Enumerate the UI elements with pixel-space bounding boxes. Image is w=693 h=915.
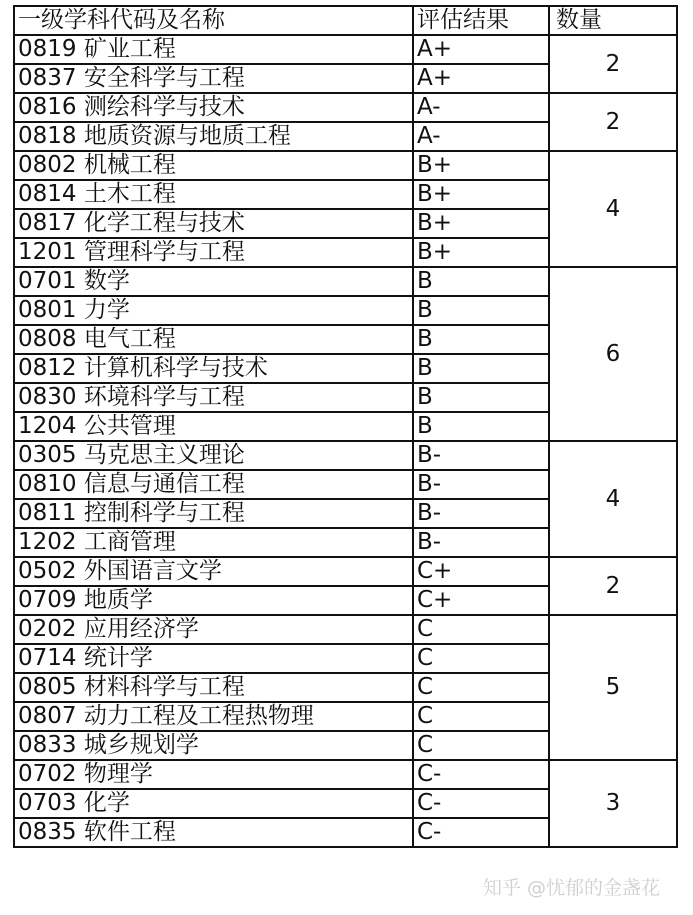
table-row <box>14 151 677 180</box>
discipline-name-cell: 0814 土木工程 <box>14 180 413 209</box>
header-evaluation-result: 评估结果 <box>413 6 549 35</box>
discipline-name-cell: 0830 环境科学与工程 <box>14 383 413 412</box>
table-row <box>14 441 677 470</box>
evaluation-result-cell: C <box>413 615 549 644</box>
evaluation-result-cell: B+ <box>413 151 549 180</box>
discipline-name-cell: 0812 计算机科学与技术 <box>14 354 413 383</box>
group-count-cell: 2 <box>549 35 677 93</box>
group-count-cell: 4 <box>549 151 677 267</box>
evaluation-result-cell: C- <box>413 818 549 847</box>
evaluation-result-cell: C- <box>413 789 549 818</box>
evaluation-result-cell: B <box>413 325 549 354</box>
group-count-cell: 6 <box>549 267 677 441</box>
evaluation-result-cell: B <box>413 412 549 441</box>
evaluation-result-cell: B+ <box>413 238 549 267</box>
discipline-name-cell: 0833 城乡规划学 <box>14 731 413 760</box>
watermark: 知乎 @忧郁的金盏花 <box>483 877 661 899</box>
header-row <box>14 6 677 35</box>
table-row <box>14 760 677 789</box>
discipline-name-cell: 0202 应用经济学 <box>14 615 413 644</box>
discipline-name-cell: 0702 物理学 <box>14 760 413 789</box>
evaluation-result-cell: A+ <box>413 64 549 93</box>
evaluation-result-cell: A+ <box>413 35 549 64</box>
table-row <box>14 267 677 296</box>
group-count-cell: 4 <box>549 441 677 557</box>
discipline-name-cell: 0808 电气工程 <box>14 325 413 354</box>
evaluation-result-cell: C+ <box>413 586 549 615</box>
discipline-name-cell: 0818 地质资源与地质工程 <box>14 122 413 151</box>
discipline-name-cell: 0701 数学 <box>14 267 413 296</box>
group-count-cell: 2 <box>549 93 677 151</box>
discipline-name-cell: 0709 地质学 <box>14 586 413 615</box>
discipline-name-cell: 0703 化学 <box>14 789 413 818</box>
discipline-name-cell: 1201 管理科学与工程 <box>14 238 413 267</box>
evaluation-result-cell: B- <box>413 470 549 499</box>
discipline-name-cell: 0802 机械工程 <box>14 151 413 180</box>
header-count: 数量 <box>549 6 677 35</box>
evaluation-result-cell: A- <box>413 122 549 151</box>
evaluation-result-cell: C <box>413 702 549 731</box>
evaluation-result-cell: B+ <box>413 180 549 209</box>
evaluation-result-cell: B- <box>413 441 549 470</box>
evaluation-result-cell: C+ <box>413 557 549 586</box>
discipline-name-cell: 0807 动力工程及工程热物理 <box>14 702 413 731</box>
evaluation-result-cell: B <box>413 383 549 412</box>
discipline-name-cell: 0714 统计学 <box>14 644 413 673</box>
evaluation-result-cell: A- <box>413 93 549 122</box>
evaluation-result-cell: C <box>413 673 549 702</box>
group-count-cell: 5 <box>549 615 677 760</box>
evaluation-result-cell: C- <box>413 760 549 789</box>
evaluation-result-cell: B+ <box>413 209 549 238</box>
table-body <box>14 35 677 847</box>
discipline-name-cell: 0810 信息与通信工程 <box>14 470 413 499</box>
group-count-cell: 3 <box>549 760 677 847</box>
evaluation-result-cell: B- <box>413 528 549 557</box>
table-row <box>14 35 677 64</box>
discipline-name-cell: 0305 马克思主义理论 <box>14 441 413 470</box>
discipline-name-cell: 0801 力学 <box>14 296 413 325</box>
evaluation-result-cell: B <box>413 354 549 383</box>
evaluation-result-cell: B- <box>413 499 549 528</box>
header-discipline-name: 一级学科代码及名称 <box>14 6 413 35</box>
discipline-name-cell: 0837 安全科学与工程 <box>14 64 413 93</box>
discipline-name-cell: 1202 工商管理 <box>14 528 413 557</box>
evaluation-result-cell: B <box>413 267 549 296</box>
discipline-name-cell: 0805 材料科学与工程 <box>14 673 413 702</box>
table-row <box>14 615 677 644</box>
table-row <box>14 93 677 122</box>
discipline-name-cell: 1204 公共管理 <box>14 412 413 441</box>
discipline-name-cell: 0502 外国语言文学 <box>14 557 413 586</box>
evaluation-result-cell: C <box>413 731 549 760</box>
discipline-name-cell: 0819 矿业工程 <box>14 35 413 64</box>
table-row <box>14 557 677 586</box>
discipline-name-cell: 0817 化学工程与技术 <box>14 209 413 238</box>
discipline-name-cell: 0811 控制科学与工程 <box>14 499 413 528</box>
discipline-name-cell: 0835 软件工程 <box>14 818 413 847</box>
group-count-cell: 2 <box>549 557 677 615</box>
evaluation-result-cell: B <box>413 296 549 325</box>
discipline-name-cell: 0816 测绘科学与技术 <box>14 93 413 122</box>
discipline-evaluation-table <box>13 5 678 848</box>
evaluation-result-cell: C <box>413 644 549 673</box>
